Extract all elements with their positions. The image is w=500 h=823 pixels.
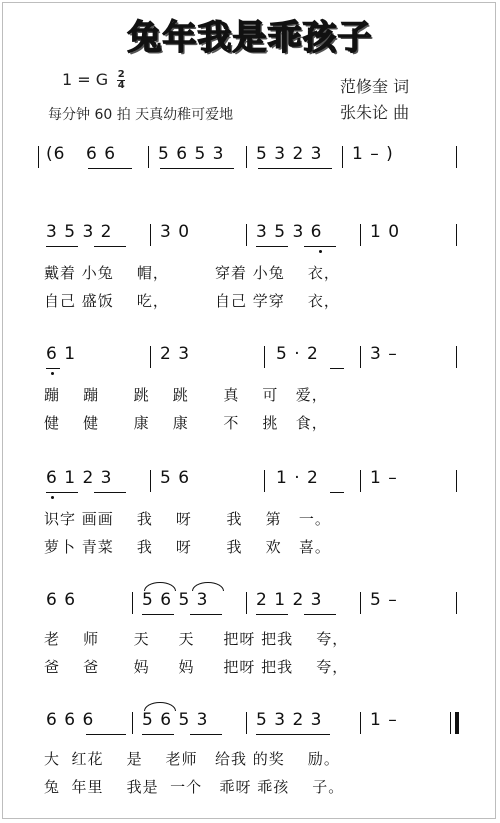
barline	[360, 224, 361, 246]
barline	[360, 346, 361, 368]
barline	[148, 146, 149, 168]
beam	[46, 368, 60, 369]
barline	[246, 592, 247, 614]
lyrics-row2-verse2: 健 健 康 康 不 挑 食，	[44, 414, 328, 432]
barline	[38, 146, 39, 168]
barline	[150, 346, 151, 368]
notes-row0-measure3: 5 3 2 3	[256, 144, 323, 164]
final-barline-thin	[450, 712, 451, 734]
beam	[256, 614, 288, 615]
notes-row4-measure3: 5 –	[370, 590, 398, 610]
time-signature-top: 2	[117, 69, 125, 80]
lyrics-row4-verse2: 爸 爸 妈 妈 把呀 把我 夸，	[44, 658, 349, 676]
notes-row3-measure2: 1 · 2	[276, 468, 319, 488]
beam	[88, 168, 132, 169]
notes-row1-measure3: 1 0	[370, 222, 401, 242]
lyrics-row5-verse2: 兔 年里 我是 一个 乖呀 乖孩 子。	[44, 778, 345, 796]
notes-row2-measure0: 6 1	[46, 344, 77, 364]
lyrics-row5-verse1: 大 红花 是 老师 给我 的奖 励。	[44, 750, 340, 768]
notes-row0-measure0: (6	[46, 144, 66, 164]
barline	[246, 146, 247, 168]
barline	[360, 712, 361, 734]
notes-row3-measure1: 5 6	[160, 468, 191, 488]
final-barline-thick	[455, 712, 459, 734]
lyrics-row3-verse2: 萝卜 青菜 我 呀 我 欢 喜。	[44, 538, 331, 556]
beam	[330, 368, 344, 369]
beam	[46, 492, 78, 493]
beam	[86, 734, 126, 735]
barline	[342, 146, 343, 168]
barline	[360, 592, 361, 614]
barline	[456, 224, 457, 246]
beam	[258, 168, 332, 169]
lower-octave-dot	[319, 250, 322, 253]
composer-credit: 张朱论 曲	[340, 103, 410, 122]
notes-row4-measure1: 5 6 5 3	[142, 590, 209, 610]
notes-row3-measure3: 1 –	[370, 468, 398, 488]
notes-row5-measure3: 1 –	[370, 710, 398, 730]
barline	[264, 470, 265, 492]
barline	[456, 146, 457, 168]
beam	[330, 492, 344, 493]
notes-row3-measure0: 6 1 2 3	[46, 468, 113, 488]
key-signature	[62, 70, 125, 91]
lyrics-row4-verse1: 老 师 天 天 把呀 把我 夸，	[44, 630, 349, 648]
barline	[456, 346, 457, 368]
barline	[150, 470, 151, 492]
notes-row5-measure0: 6 6 6	[46, 710, 95, 730]
notes-row4-measure2: 2 1 2 3	[256, 590, 323, 610]
barline	[264, 346, 265, 368]
notes-row1-measure0: 3 5 3 2	[46, 222, 113, 242]
lower-octave-dot	[51, 496, 54, 499]
beam	[256, 734, 330, 735]
beam	[160, 168, 234, 169]
notes-row2-measure2: 5 · 2	[276, 344, 319, 364]
barline	[132, 592, 133, 614]
beam	[304, 614, 336, 615]
beam	[142, 614, 174, 615]
barline	[456, 470, 457, 492]
beam	[94, 246, 126, 247]
notes-row2-measure3: 3 –	[370, 344, 398, 364]
beam	[46, 246, 78, 247]
lyrics-row1-verse1: 戴着 小兔 帽， 穿着 小兔 衣，	[44, 264, 340, 282]
beam	[142, 734, 174, 735]
beam	[304, 246, 336, 247]
barline	[150, 224, 151, 246]
barline	[456, 592, 457, 614]
barline	[132, 712, 133, 734]
notes-row5-measure1: 5 6 5 3	[142, 710, 209, 730]
lyricist-credit: 范修奎 词	[340, 77, 410, 96]
beam	[190, 734, 222, 735]
notes-row1-measure1: 3 0	[160, 222, 191, 242]
notes-row0-measure4: 1 – )	[352, 144, 394, 164]
time-signature-bottom: 4	[117, 80, 125, 91]
notes-row4-measure0: 6 6	[46, 590, 77, 610]
key-text: 1 = G	[62, 70, 109, 89]
tempo-marking: 每分钟 60 拍 天真幼稚可爱地	[48, 107, 234, 123]
score-frame	[2, 2, 496, 819]
notes-row2-measure1: 2 3	[160, 344, 191, 364]
lyrics-row1-verse2: 自己 盛饭 吃， 自己 学穿 衣，	[44, 292, 340, 310]
barline	[246, 224, 247, 246]
notes-row1-measure2: 3 5 3 6	[256, 222, 323, 242]
notes-row0-measure1: 6 6	[86, 144, 117, 164]
lyrics-row2-verse1: 蹦 蹦 跳 跳 真 可 爱，	[44, 386, 328, 404]
beam	[256, 246, 288, 247]
beam	[190, 614, 222, 615]
lyrics-row3-verse1: 识字 画画 我 呀 我 第 一。	[44, 510, 331, 528]
barline	[246, 712, 247, 734]
barline	[360, 470, 361, 492]
notes-row0-measure2: 5 6 5 3	[158, 144, 225, 164]
lower-octave-dot	[51, 372, 54, 375]
time-signature	[117, 70, 125, 91]
notes-row5-measure2: 5 3 2 3	[256, 710, 323, 730]
beam	[94, 492, 126, 493]
song-title: 兔年我是乖孩子	[127, 18, 373, 58]
